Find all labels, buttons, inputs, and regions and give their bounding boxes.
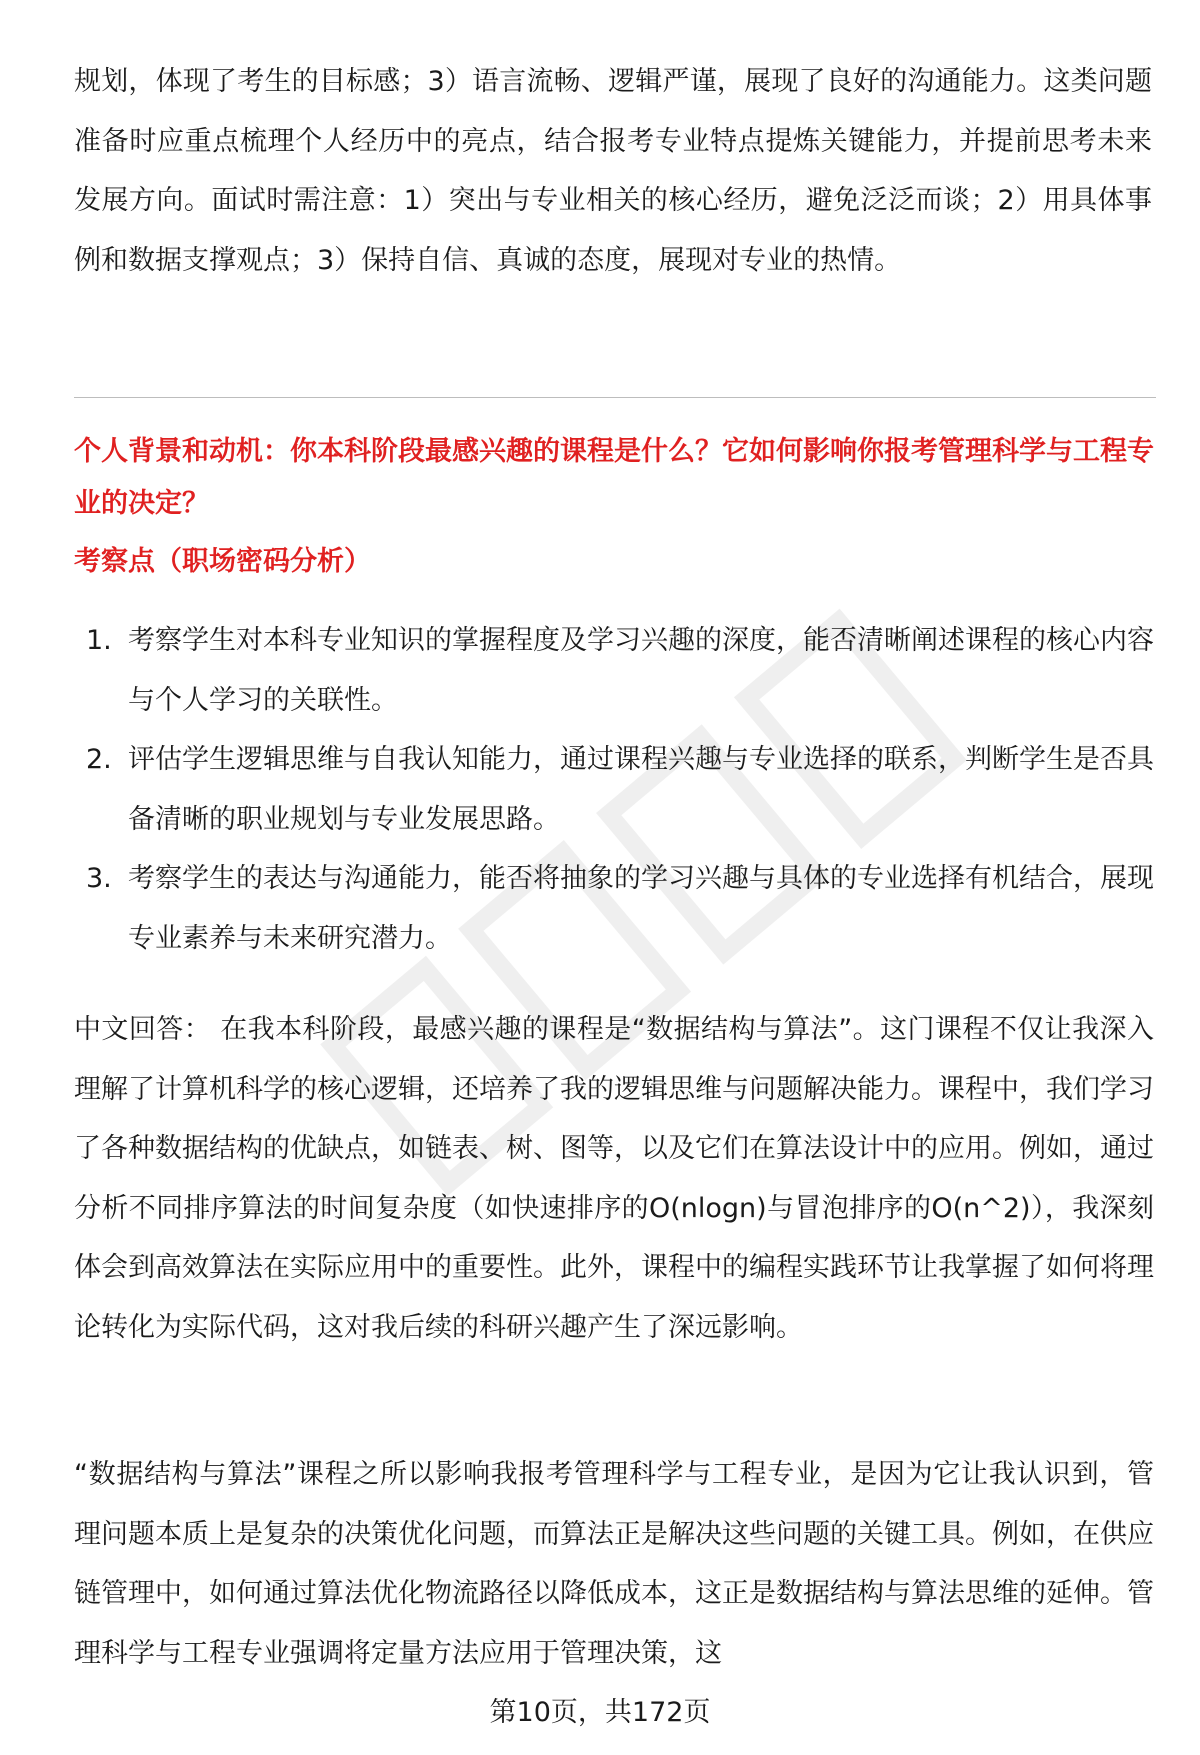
- list-item-text: 考察学生的表达与沟通能力，能否将抽象的学习兴趣与具体的专业选择有机结合，展现专业素养与未来研究潜力。: [128, 863, 1154, 954]
- list-item: [74, 730, 1154, 849]
- answer-block-2: [74, 1445, 1154, 1683]
- section-divider: [74, 397, 1156, 398]
- assessment-points-list: [74, 611, 1154, 968]
- list-item-number: 3.: [86, 863, 112, 894]
- list-item-number: 2.: [86, 744, 112, 775]
- intro-block: [74, 52, 1152, 290]
- page-footer: 第10页，共172页: [489, 1697, 711, 1728]
- answer-block: [74, 1000, 1154, 1357]
- intro-paragraph: 规划，体现了考生的目标感；3）语言流畅、逻辑严谨，展现了良好的沟通能力。这类问题准备时应重点梳理个人经历中的亮点，结合报考专业特点提炼关键能力，并提前思考未来发展方向。面试时需注意：1）突出与专业相关的核心经历，避免泛泛而谈；2）用具体事例和数据支撑观点；3）保持自信、真诚的态度，展现对专业的热情。: [74, 66, 1152, 276]
- list-item: [74, 611, 1154, 730]
- section-title: 考察点（职场密码分析）: [74, 546, 371, 577]
- list-item-text: 考察学生对本科专业知识的掌握程度及学习兴趣的深度，能否清晰阐述课程的核心内容与个人学习的关联性。: [128, 625, 1154, 716]
- list-item: [74, 849, 1154, 968]
- answer-paragraph-2: “数据结构与算法”课程之所以影响我报考管理科学与工程专业，是因为它让我认识到，管理问题本质上是复杂的决策优化问题，而算法正是解决这些问题的关键工具。例如，在供应链管理中，如何通过算法优化物流路径以降低成本，这正是数据结构与算法思维的延伸。管理科学与工程专业强调将定量方法应用于管理决策，这: [74, 1459, 1154, 1669]
- list-item-text: 评估学生逻辑思维与自我认知能力，通过课程兴趣与专业选择的联系，判断学生是否具备清晰的职业规划与专业发展思路。: [128, 744, 1154, 835]
- list-item-number: 1.: [86, 625, 112, 656]
- answer-paragraph-1: 中文回答： 在我本科阶段，最感兴趣的课程是“数据结构与算法”。这门课程不仅让我深入理解了计算机科学的核心逻辑，还培养了我的逻辑思维与问题解决能力。课程中，我们学习了各种数据结构的优缺点，如链表、树、图等，以及它们在算法设计中的应用。例如，通过分析不同排序算法的时间复杂度（如快速排序的O(nlogn)与冒泡排序的O(n^2)），我深刻体会到高效算法在实际应用中的重要性。此外，课程中的编程实践环节让我掌握了如何将理论转化为实际代码，这对我后续的科研兴趣产生了深远影响。: [74, 1014, 1154, 1343]
- question-heading: 个人背景和动机：你本科阶段最感兴趣的课程是什么？它如何影响你报考管理科学与工程专业的决定？: [74, 436, 1154, 519]
